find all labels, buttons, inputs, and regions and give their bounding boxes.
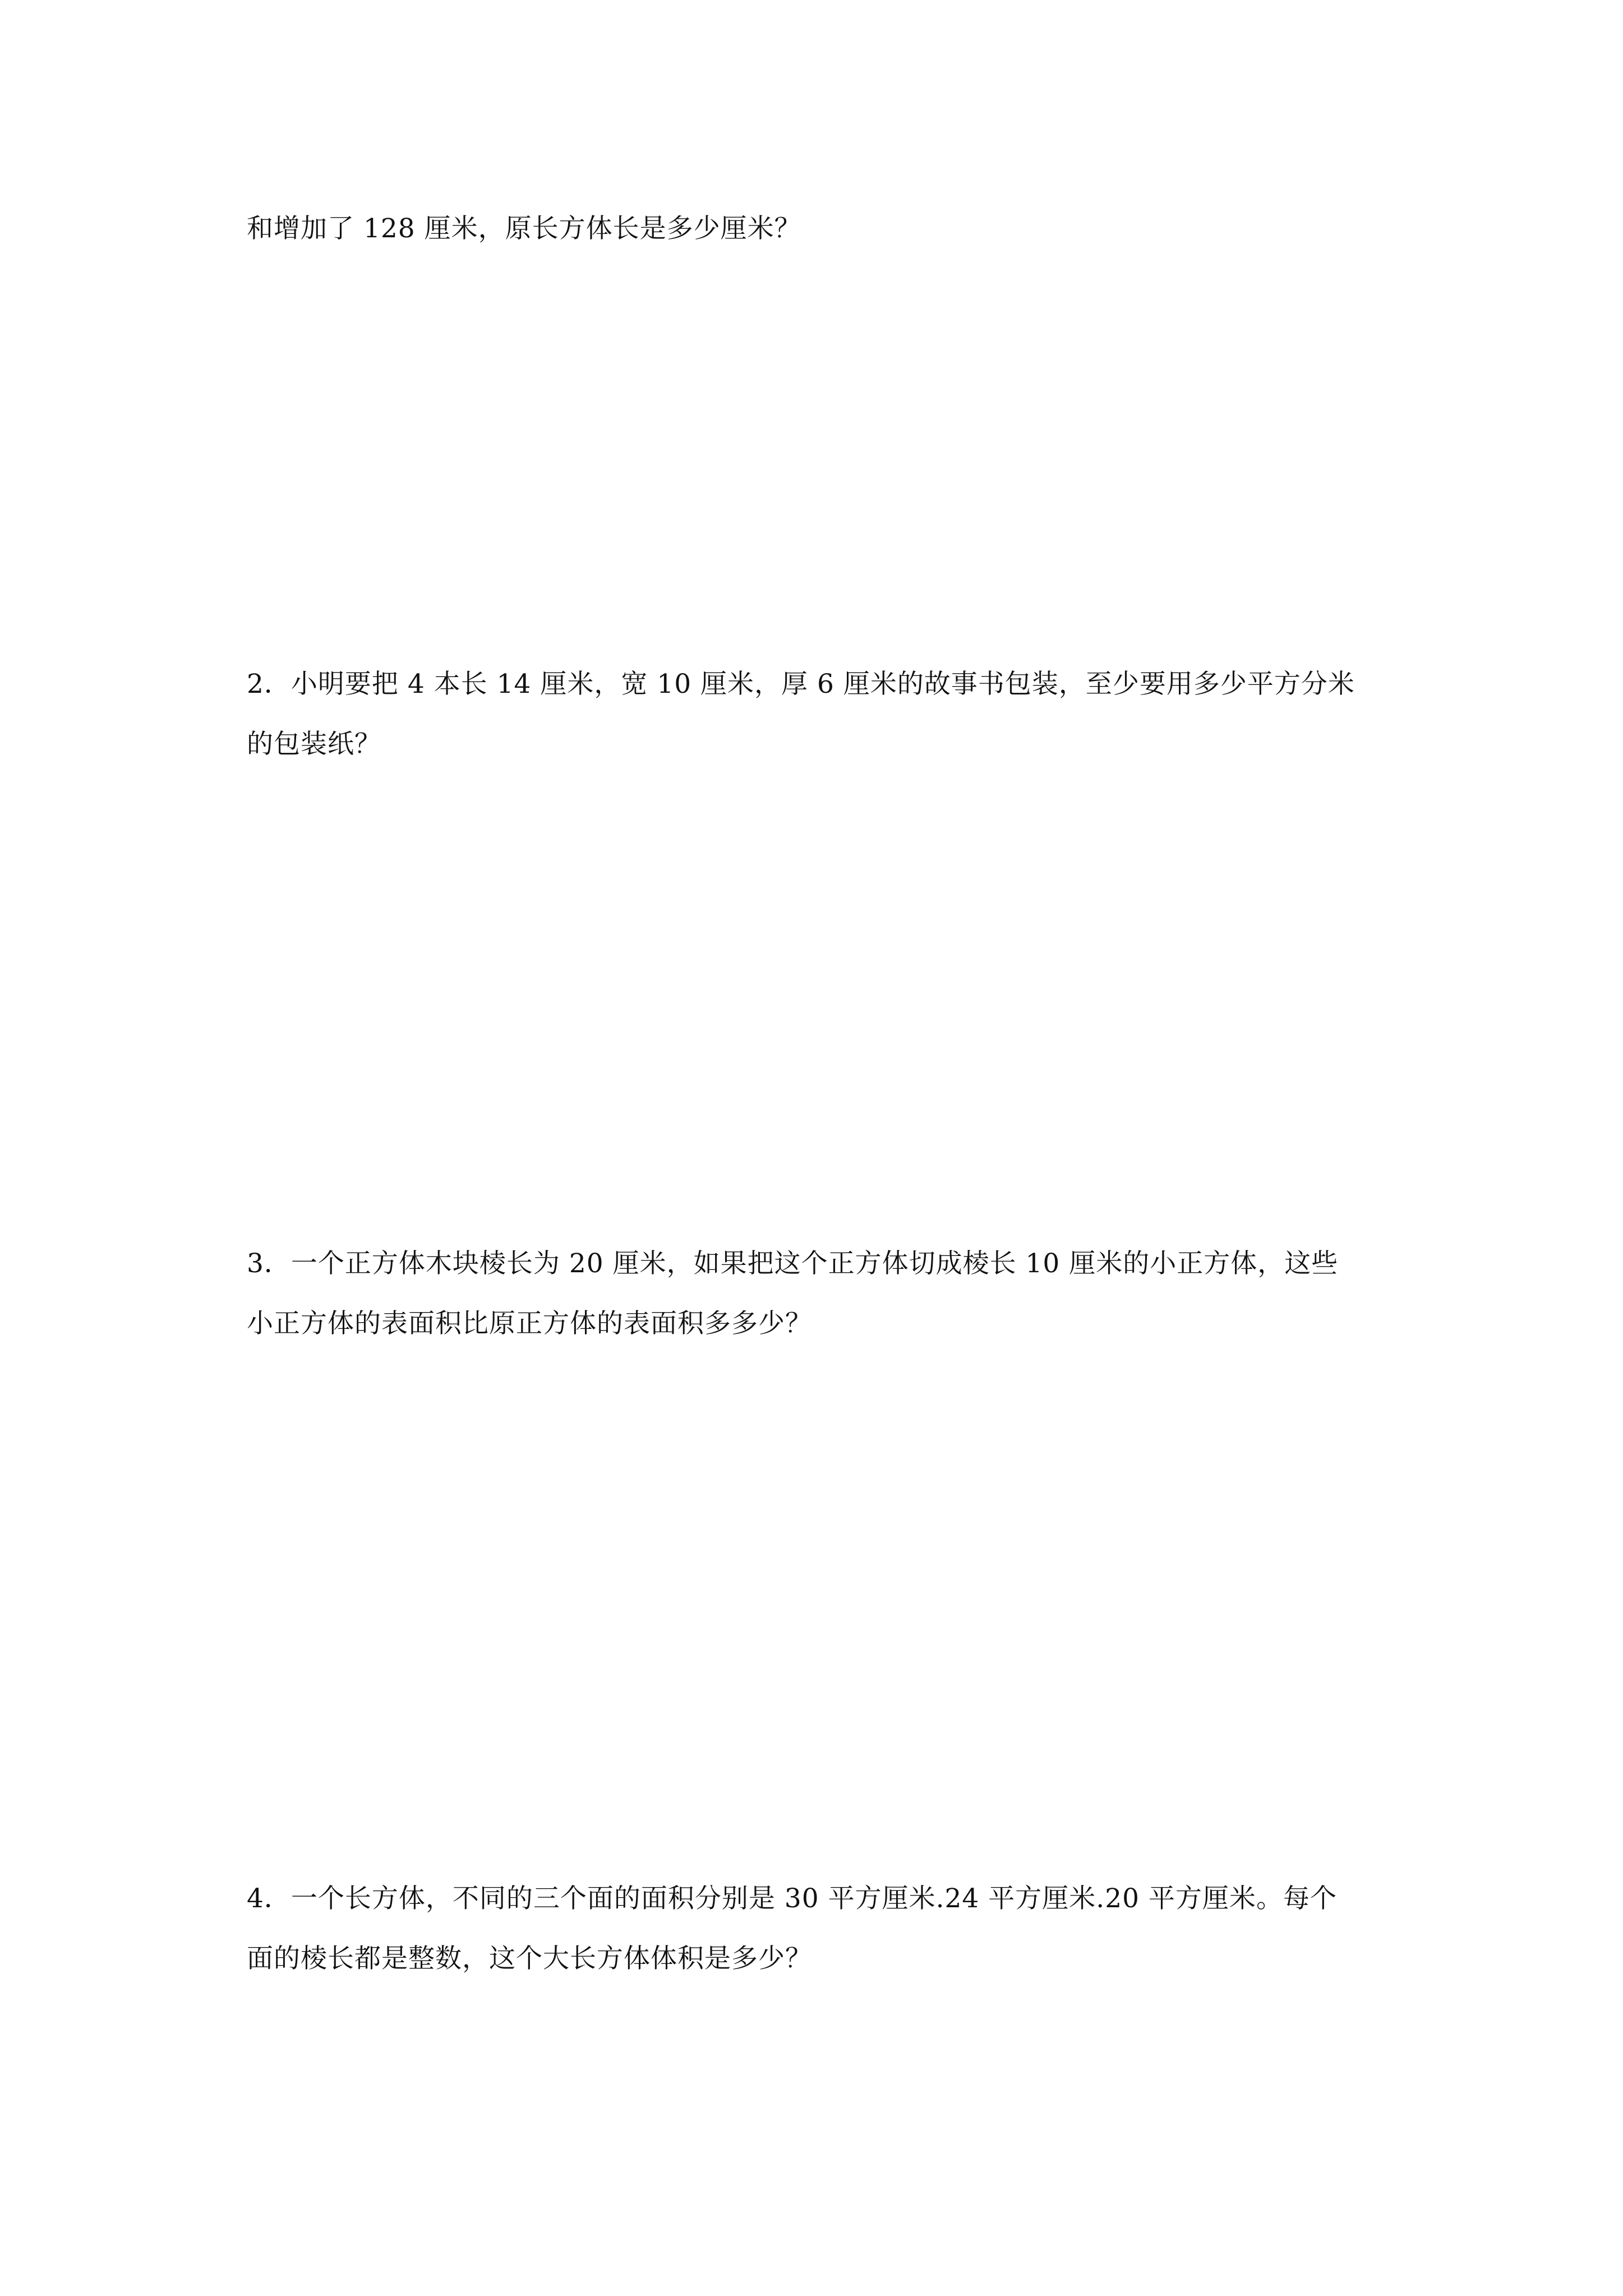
question-2-line-1: 2．小明要把 4 本长 14 厘米，宽 10 厘米，厚 6 厘米的故事书包装，至少要用多少平方分米 [247,669,1355,700]
question-3-line-1: 3．一个正方体木块棱长为 20 厘米，如果把这个正方体切成棱长 10 厘米的小正方体，这些 [247,1248,1339,1279]
question-2-line-2: 的包装纸？ [247,729,381,760]
question-4-line-2: 面的棱长都是整数，这个大长方体体积是多少？ [247,1943,812,1974]
question-3-line-2: 小正方体的表面积比原正方体的表面积多多少？ [247,1308,812,1339]
question-4-line-1: 4．一个长方体，不同的三个面的面积分别是 30 平方厘米.24 平方厘米.20 平方厘米。每个 [247,1883,1337,1914]
question-1-continuation: 和增加了 128 厘米，原长方体长是多少厘米？ [247,213,801,244]
